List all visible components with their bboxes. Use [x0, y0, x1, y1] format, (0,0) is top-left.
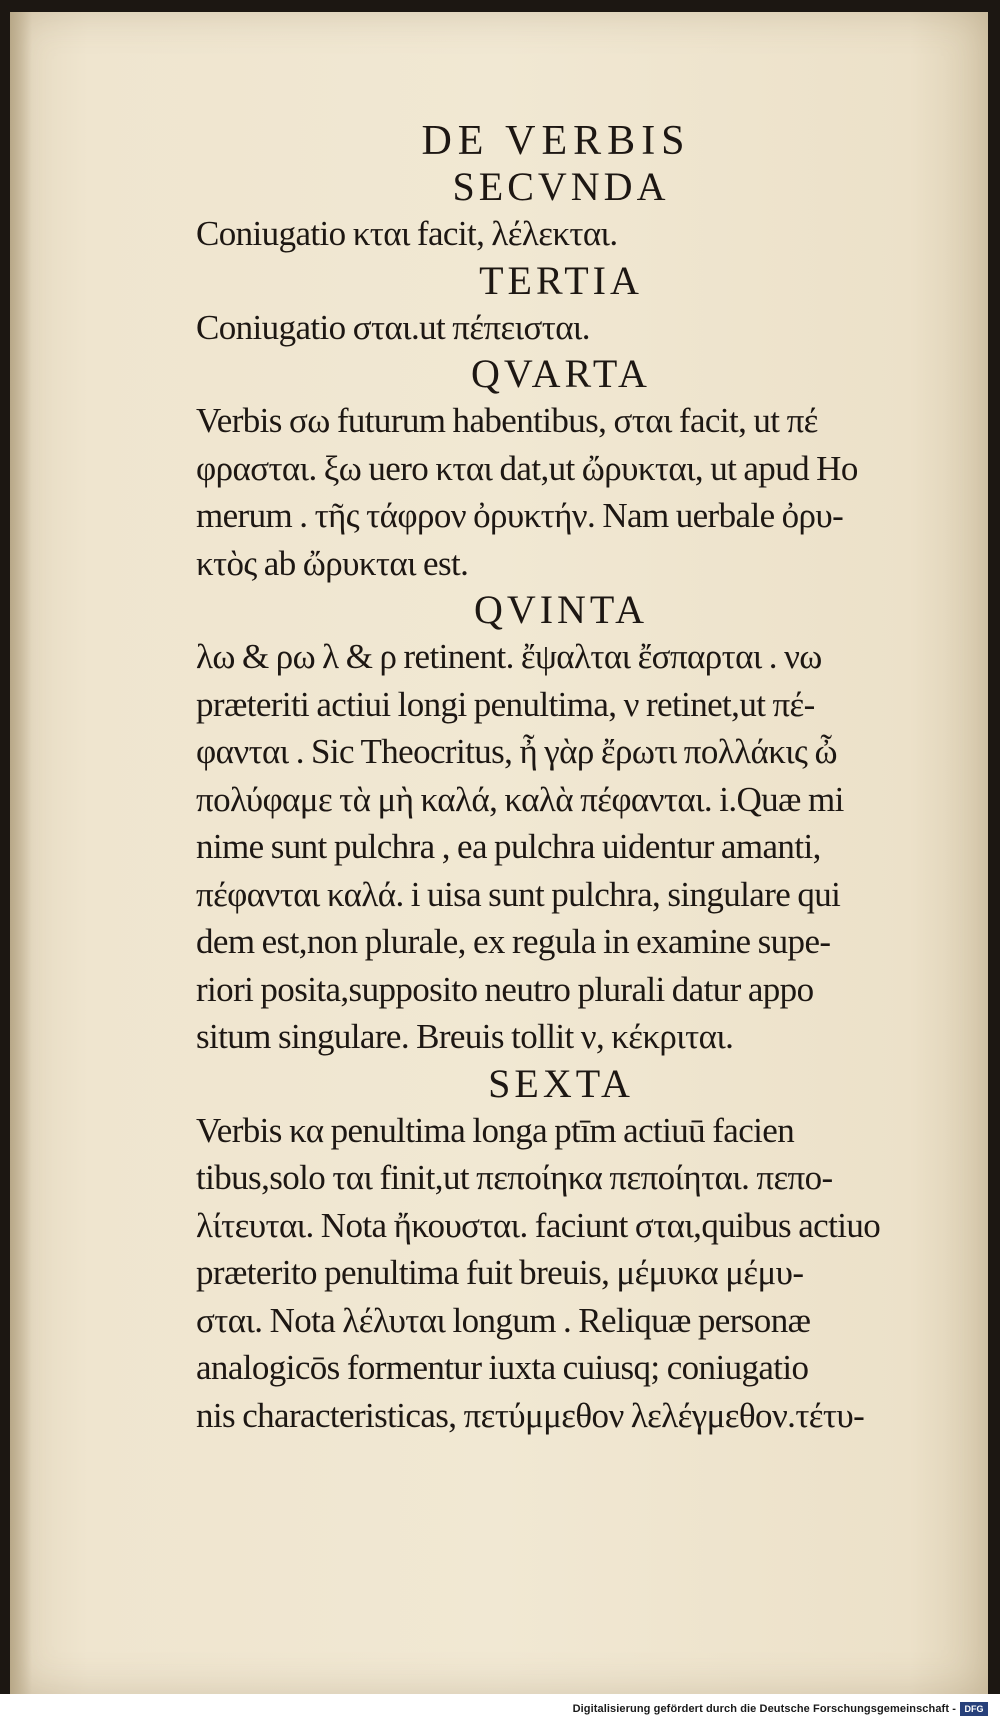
section-heading: QVARTA: [471, 351, 651, 396]
text-line: situm singulare. Breuis tollit ν, κέκριται.: [196, 1017, 734, 1056]
section-heading: SECVNDA: [452, 164, 670, 209]
text-line: nime sunt pulchra , ea pulchra uidentur amanti,: [196, 827, 821, 866]
text-line: λω & ρω λ & ρ retinent. ἔψαλται ἔσπαρται . νω: [196, 637, 822, 676]
text-line: præterito penultima fuit breuis, μέμυκα μέμυ-: [196, 1253, 804, 1292]
text-line: nis characteristicas, πετύμμεθον λελέγμεθον.τέτυ-: [196, 1395, 865, 1435]
text-line: λίτευται. Nota ἤκουσται. faciunt σται,quibus actiuo: [196, 1205, 881, 1245]
text-line: Coniugatio σται.ut πέπεισται.: [196, 307, 590, 347]
text-line: præteriti actiui longi penultima, ν retinet,ut πέ-: [196, 684, 815, 724]
text-line: Coniugatio κται facit, λέλεκται.: [196, 214, 618, 253]
text-block: [196, 118, 926, 1439]
section-heading: SEXTA: [488, 1060, 634, 1106]
section-quarta: [196, 351, 926, 587]
section-tertia: [196, 258, 926, 352]
section-secunda: [196, 164, 926, 258]
text-line: dem est,non plurale, ex regula in examine supe-: [196, 922, 831, 961]
text-line: riori posita,supposito neutro plurali datur appo: [196, 969, 814, 1009]
text-line: Verbis κα penultima longa ptīm actiuū facien: [196, 1110, 795, 1150]
text-line: tibus,solo ται finit,ut πεποίηκα πεποίηται. πεπο-: [196, 1158, 833, 1197]
text-line: πολύφαμε τὰ μὴ καλά, καλὰ πέφανται. i.Quæ mi: [196, 779, 844, 819]
text-line: merum . τῆς τάφρον ὀρυκτήν. Nam uerbale ὀρυ-: [196, 496, 844, 535]
page-gutter: [10, 12, 32, 1694]
section-heading: QVINTA: [473, 587, 649, 632]
text-line: Verbis σω futurum habentibus, σται facit, ut πέ: [196, 401, 818, 440]
text-line: analogicōs formentur iuxta cuiusq; coniugatio: [196, 1348, 809, 1387]
section-heading: TERTIA: [479, 257, 643, 303]
section-sexta: [196, 1061, 926, 1440]
dfg-logo-icon: DFG: [960, 1702, 988, 1716]
digitization-credit: Digitalisierung gefördert durch die Deutsche Forschungsgemeinschaft -: [572, 1703, 956, 1715]
text-line: φανται . Sic Theocritus, ἦ γὰρ ἔρωτι πολλάκις ὦ: [196, 732, 837, 771]
text-line: φρασται. ξω uero κται dat,ut ὤρυκται, ut apud Ho: [196, 448, 858, 488]
text-line: κτὸς ab ὤρυκται est.: [196, 543, 469, 583]
section-quinta: [196, 587, 926, 1061]
text-line: πέφανται καλά. i uisa sunt pulchra, singulare qui: [196, 874, 841, 914]
running-title: DE VERBIS: [421, 118, 691, 164]
text-line: σται. Nota λέλυται longum . Reliquæ personæ: [196, 1300, 811, 1340]
